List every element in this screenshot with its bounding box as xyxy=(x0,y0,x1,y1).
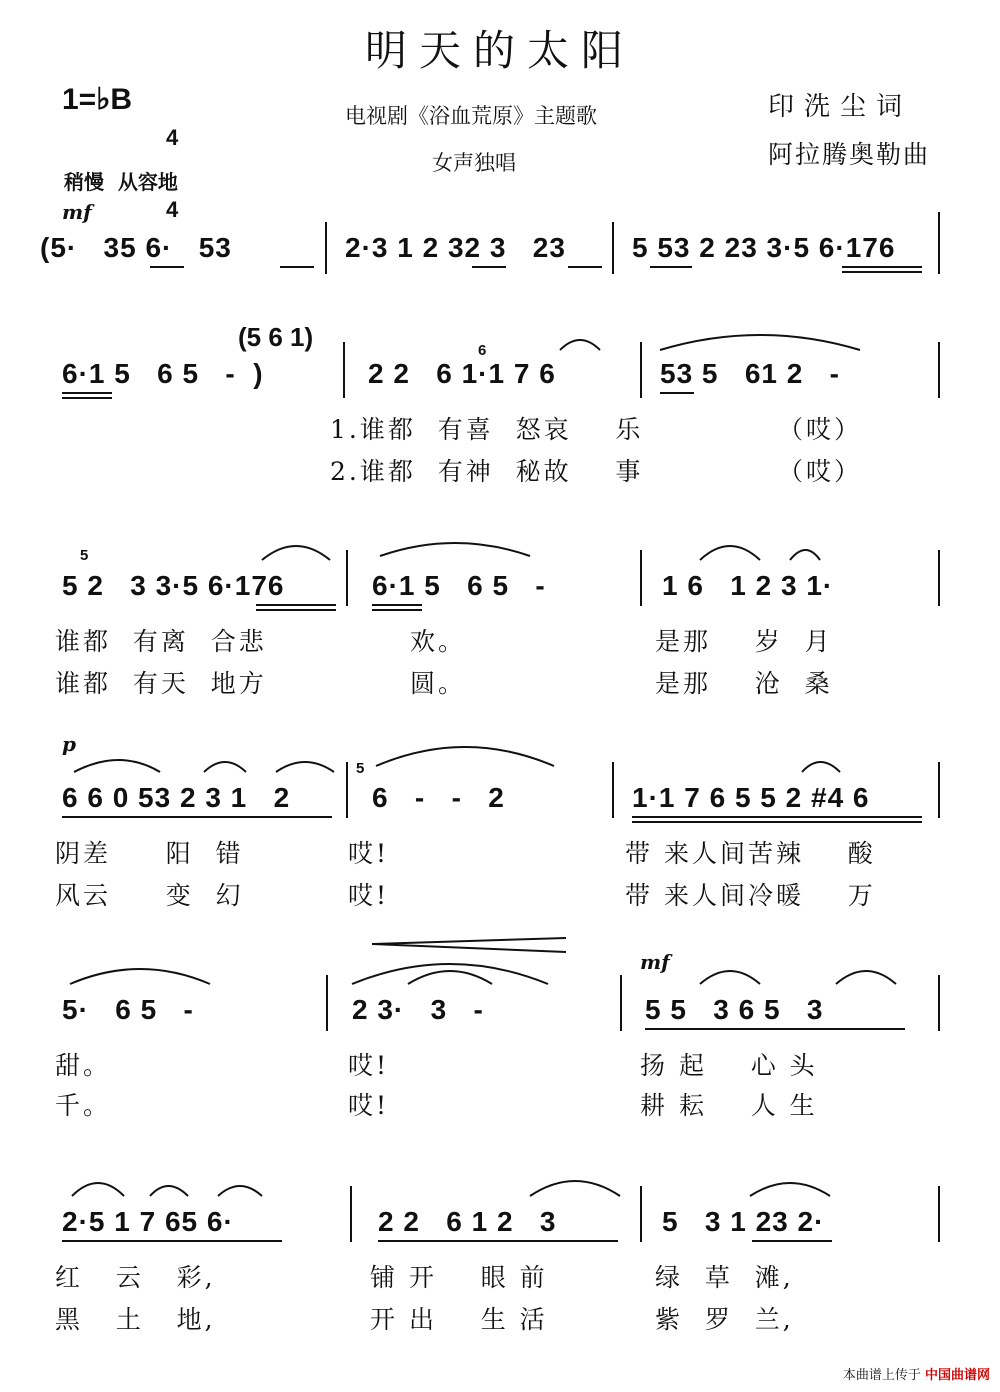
slur xyxy=(218,1186,262,1196)
slur xyxy=(802,762,840,772)
meter-numerator: 4 xyxy=(166,125,179,150)
grace-note-5: 5 xyxy=(80,547,90,564)
footer-site[interactable]: 中国曲谱网 xyxy=(924,1368,990,1383)
system3-m1: 5 2 3 3·5 6·176 xyxy=(62,570,285,601)
system3-m3: 1 6 1 2 3 1· xyxy=(662,570,834,601)
dynamic-mf-2: mf xyxy=(640,950,670,974)
decrescendo-line xyxy=(372,938,566,944)
system6-lyric1-a: 红 云 彩, xyxy=(55,1263,216,1292)
footer-credit xyxy=(843,1364,990,1383)
system4-m3: 1·1 7 6 5 5 2 #4 6 xyxy=(632,782,870,813)
system4-lyric2-b: 哎! xyxy=(348,881,390,910)
system3-lyric1-b: 欢。 xyxy=(410,627,467,656)
system2-lyric1: 1.谁都 有喜 怒哀 乐 xyxy=(330,415,644,444)
system6-m1: 2·5 1 7 65 6· xyxy=(62,1206,234,1237)
subtitle: 电视剧《浴血荒原》主题歌 xyxy=(345,104,597,128)
system5-m2: 2 3· 3 - xyxy=(352,994,484,1025)
composer-credit: 阿拉腾奥勒曲 xyxy=(768,140,931,169)
system4-lyric2-a: 风云 变 幻 xyxy=(55,881,244,910)
slur xyxy=(750,1183,830,1196)
system5-lyric1-c: 扬 起 心 头 xyxy=(640,1051,818,1080)
system2-m2: 2 2 6 1·1 7 6 xyxy=(368,358,556,389)
system2-lyric2: 2.谁都 有神 秘故 事 xyxy=(330,457,644,486)
slur xyxy=(790,550,820,560)
system6-m3: 5 3 1 23 2· xyxy=(662,1206,825,1237)
slur xyxy=(700,546,760,560)
slur xyxy=(204,762,246,772)
lyricist-credit: 印洗尘词 xyxy=(768,92,913,122)
slur xyxy=(376,747,554,766)
system4-m1: 6 6 0 53 2 3 1 2 xyxy=(62,782,291,813)
system5-lyric1-a: 甜。 xyxy=(55,1051,112,1080)
slur xyxy=(262,546,330,560)
system1-m1: (5· 35 6· 53 xyxy=(40,232,232,263)
slur xyxy=(150,1186,188,1196)
slur xyxy=(74,760,160,772)
system6-lyric2-c: 紫 罗 兰, xyxy=(655,1305,794,1334)
system5-lyric2-c: 耕 耘 人 生 xyxy=(640,1091,818,1120)
slur xyxy=(276,762,334,772)
system5-lyric2-a: 千。 xyxy=(55,1091,112,1120)
dynamic-p: p xyxy=(62,732,76,756)
slur xyxy=(70,969,210,984)
slur xyxy=(660,335,860,350)
song-title: 明天的太阳 xyxy=(364,26,635,75)
grace-note-5b: 5 xyxy=(356,760,366,777)
grace-note-6: 6 xyxy=(478,342,488,359)
system6-m2: 2 2 6 1 2 3 xyxy=(378,1206,557,1237)
system5-m3: 5 5 3 6 5 3 xyxy=(645,994,824,1025)
system4-lyric2-c: 带 来人间冷暖 万 xyxy=(625,881,876,910)
system2-lyric2-b: （哎） xyxy=(778,457,863,486)
system3-lyric1-c: 是那 岁 月 xyxy=(655,627,833,656)
meter-denominator: 4 xyxy=(166,197,179,222)
performance-note: 女声独唱 xyxy=(432,151,516,175)
slur xyxy=(700,971,760,984)
slur xyxy=(408,971,492,984)
key-signature: 1=♭B xyxy=(62,83,133,116)
slur xyxy=(380,543,530,556)
slur xyxy=(72,1183,124,1196)
system6-lyric1-c: 绿 草 滩, xyxy=(655,1263,794,1292)
system3-lyric2-b: 圆。 xyxy=(410,669,467,698)
system5-m1: 5· 6 5 - xyxy=(62,994,194,1025)
footer-prefix: 本曲谱上传于 xyxy=(842,1368,921,1383)
decrescendo-line xyxy=(372,944,566,952)
tempo-marking: 稍慢 从容地 xyxy=(64,170,178,194)
system2-m1: 6·1 5 6 5 - ) xyxy=(62,358,264,389)
dynamic-mf: mf xyxy=(62,200,92,224)
system5-lyric2-b: 哎! xyxy=(348,1091,390,1120)
slur xyxy=(530,1181,620,1196)
system4-lyric1-a: 阴差 阳 错 xyxy=(55,839,244,868)
system6-lyric1-b: 铺 开 眼 前 xyxy=(370,1263,548,1292)
system4-lyric1-c: 带 来人间苦辣 酸 xyxy=(625,839,876,868)
system3-lyric1-a: 谁都 有离 合悲 xyxy=(55,627,267,656)
system2-lyric1-b: （哎） xyxy=(778,415,863,444)
system3-lyric2-c: 是那 沧 桑 xyxy=(655,669,833,698)
system5-lyric1-b: 哎! xyxy=(348,1051,390,1080)
system6-lyric2-a: 黑 土 地, xyxy=(55,1305,216,1334)
system1-m2: 2·3 1 2 32 3 23 xyxy=(345,232,566,263)
system2-m3: 53 5 61 2 - xyxy=(660,358,840,389)
system6-lyric2-b: 开 出 生 活 xyxy=(370,1305,548,1334)
system3-m2: 6·1 5 6 5 - xyxy=(372,570,546,601)
slur xyxy=(836,971,896,984)
slur xyxy=(352,964,548,984)
system4-lyric1-b: 哎! xyxy=(348,839,390,868)
system4-m2: 6 - - 2 xyxy=(372,782,505,813)
grace-notes: (5 6 1) xyxy=(238,322,314,352)
system1-m3: 5 53 2 23 3·5 6·176 xyxy=(632,232,896,263)
slur xyxy=(560,340,600,350)
system3-lyric2-a: 谁都 有天 地方 xyxy=(55,669,267,698)
